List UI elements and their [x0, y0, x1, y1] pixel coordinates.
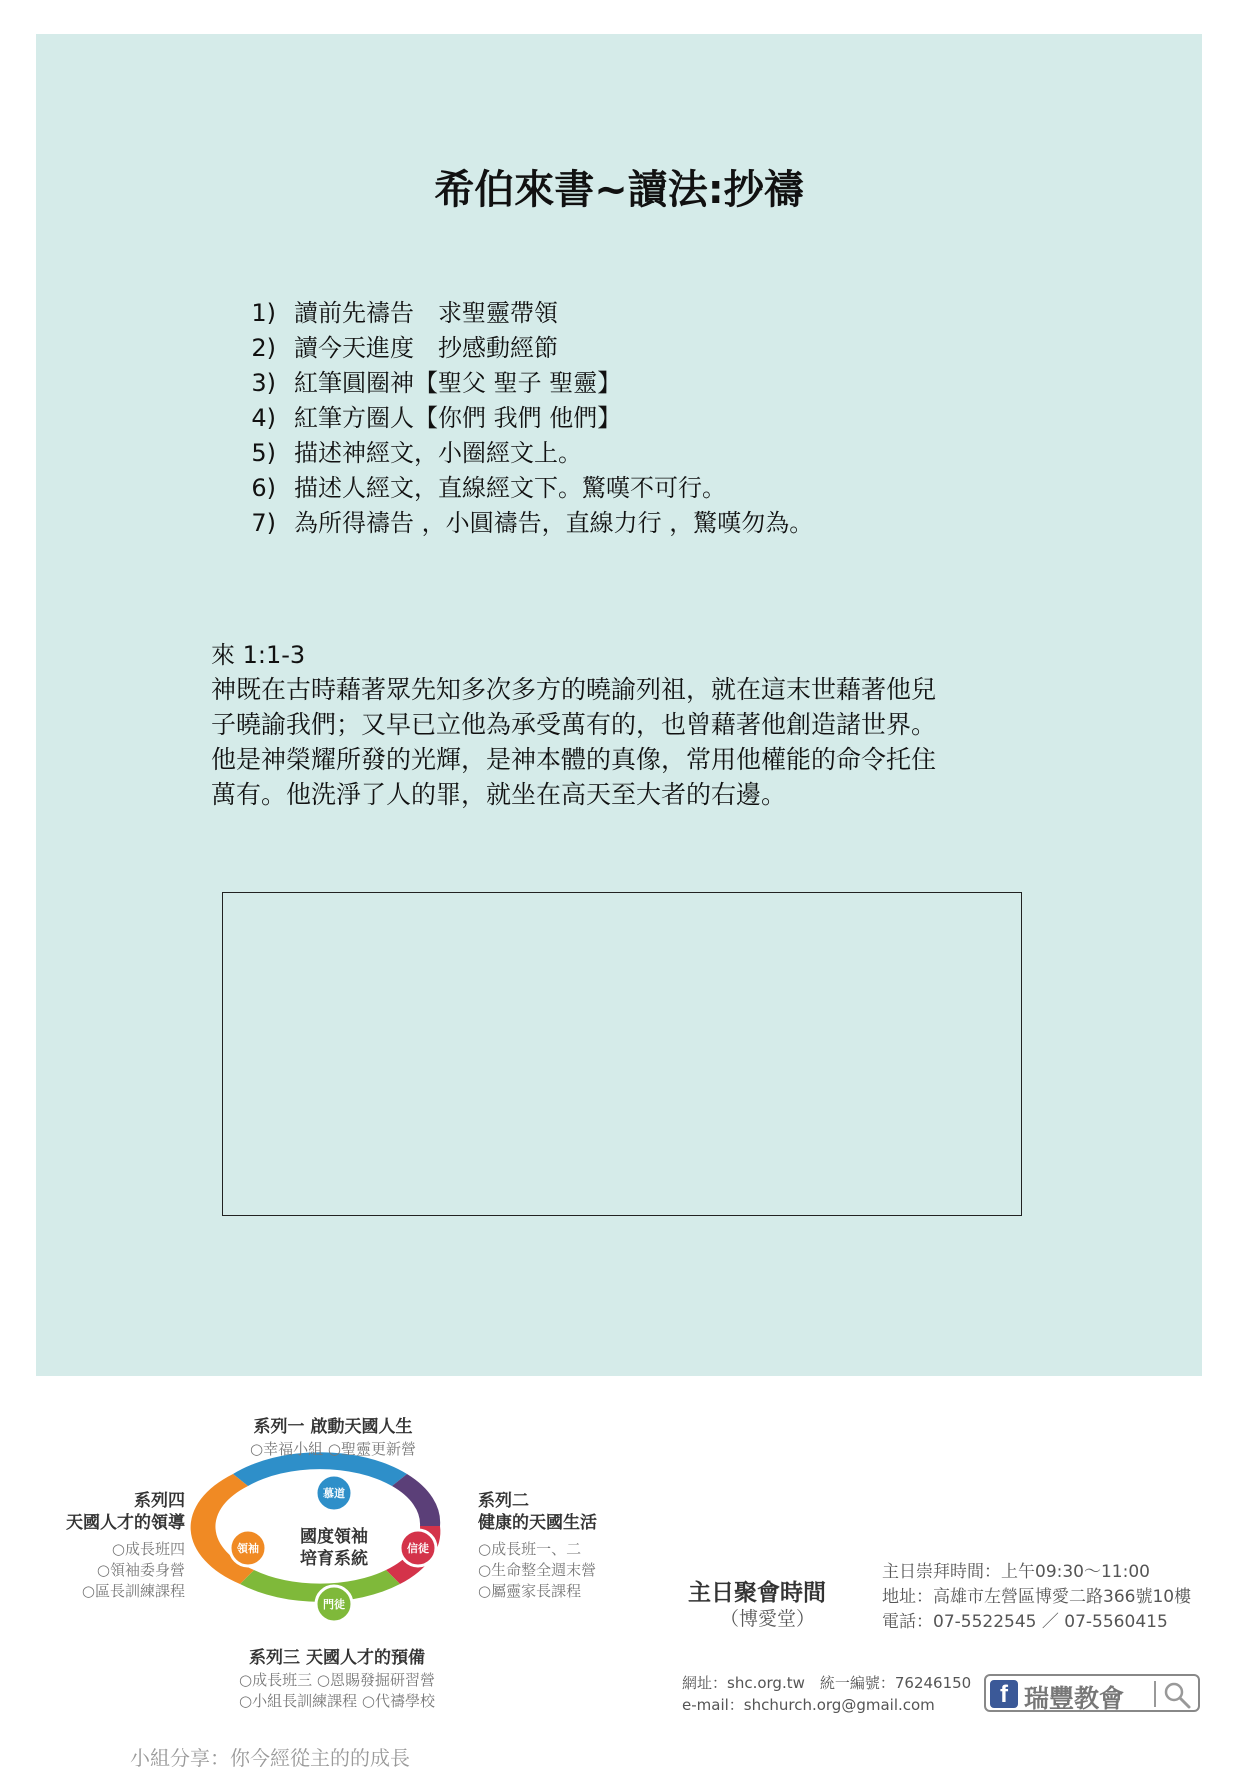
node-right-label: 信徒 [407, 1542, 429, 1555]
footer [0, 1376, 1241, 1770]
reading-panel [36, 34, 1202, 1376]
passage-line: 子曉諭我們；又早已立他為承受萬有的，也曾藉著他創造諸世界。 [211, 710, 937, 739]
facebook-page-name: 瑞豐教會 [1024, 1684, 1125, 1713]
series4-item: ○成長班四 [111, 1540, 185, 1558]
series2-item: ○成長班一、二 [478, 1540, 582, 1558]
web-info [682, 1672, 971, 1716]
step-item: 2) 讀今天進度 抄感動經節 [251, 334, 558, 362]
divider [1154, 1681, 1156, 1707]
passage-line: 他是神榮耀所發的光輝，是神本體的真像，常用他權能的命令托住 [211, 745, 937, 774]
meeting-time: 主日崇拜時間：上午09:30～11:00 [882, 1562, 1150, 1582]
search-icon[interactable] [1162, 1680, 1192, 1710]
series4-item: ○領袖委身營 [96, 1561, 185, 1579]
series4-title-1: 系列四 [134, 1491, 185, 1511]
series1-title: 系列一 啟動天國人生 [253, 1417, 413, 1437]
step-item: 5) 描述神經文，小圈經文上。 [251, 439, 582, 467]
cut-off-footer-text: 小組分享：你今經從主的的成長 [130, 1746, 410, 1770]
leadership-cycle-diagram [0, 1376, 640, 1736]
node-left-label: 領袖 [237, 1542, 259, 1555]
notes-box[interactable] [222, 892, 1022, 1216]
meeting-phone: 電話：07-5522545 ／ 07-5560415 [882, 1612, 1168, 1632]
meeting-address: 地址：高雄市左營區博愛二路366號10樓 [882, 1587, 1192, 1607]
reading-steps [226, 296, 813, 541]
series3-item: ○小組長訓練課程 ○代禱學校 [239, 1692, 435, 1710]
step-item: 6) 描述人經文，直線經文下。驚嘆不可行。 [251, 474, 726, 502]
step-item: 7) 為所得禱告 ，小圓禱告，直線力行 ，驚嘆勿為。 [251, 509, 814, 537]
series4-item: ○區長訓練課程 [81, 1582, 185, 1600]
series2-item: ○生命整全週末營 [478, 1561, 597, 1579]
facebook-search-box[interactable] [984, 1674, 1200, 1712]
passage-line: 萬有。他洗淨了人的罪，就坐在高天至大者的右邊。 [211, 780, 787, 809]
series2-title-1: 系列二 [478, 1491, 529, 1511]
node-top-label: 慕道 [323, 1487, 345, 1500]
step-item: 1) 讀前先禱告 求聖靈帶領 [251, 299, 558, 327]
scripture-passage [211, 672, 1061, 812]
series3-item: ○成長班三 ○恩賜發掘研習營 [239, 1671, 435, 1689]
scripture-reference: 來 1:1-3 [211, 641, 306, 669]
step-item: 3) 紅筆圓圈神【聖父 聖子 聖靈】 [251, 369, 622, 397]
series3-title: 系列三 天國人才的預備 [249, 1648, 425, 1668]
segment-topright [392, 1474, 440, 1526]
page-title: 希伯來書~讀法:抄禱 [434, 167, 804, 213]
center-label-2: 培育系統 [300, 1549, 368, 1569]
center-label-1: 國度領袖 [300, 1527, 368, 1547]
meeting-info [882, 1560, 1191, 1635]
meeting-title: 主日聚會時間 [688, 1580, 826, 1606]
facebook-icon: f [990, 1680, 1018, 1708]
node-bottom-label: 門徒 [323, 1598, 345, 1611]
series2-title-2: 健康的天國生活 [478, 1513, 597, 1533]
series2-item: ○屬靈家長課程 [478, 1582, 582, 1600]
series1-items: ○幸福小組 ○聖靈更新營 [250, 1440, 416, 1458]
step-item: 4) 紅筆方圈人【你們 我們 他們】 [251, 404, 622, 432]
series4-title-2: 天國人才的領導 [66, 1513, 185, 1533]
meeting-subtitle: （博愛堂） [720, 1608, 816, 1630]
passage-line: 神既在古時藉著眾先知多次多方的曉諭列祖，就在這末世藉著他兒 [211, 675, 937, 704]
website-text[interactable]: 網址：shc.org.tw 統一編號：76246150 [682, 1674, 972, 1692]
email-text[interactable]: e-mail：shchurch.org@gmail.com [682, 1696, 935, 1714]
